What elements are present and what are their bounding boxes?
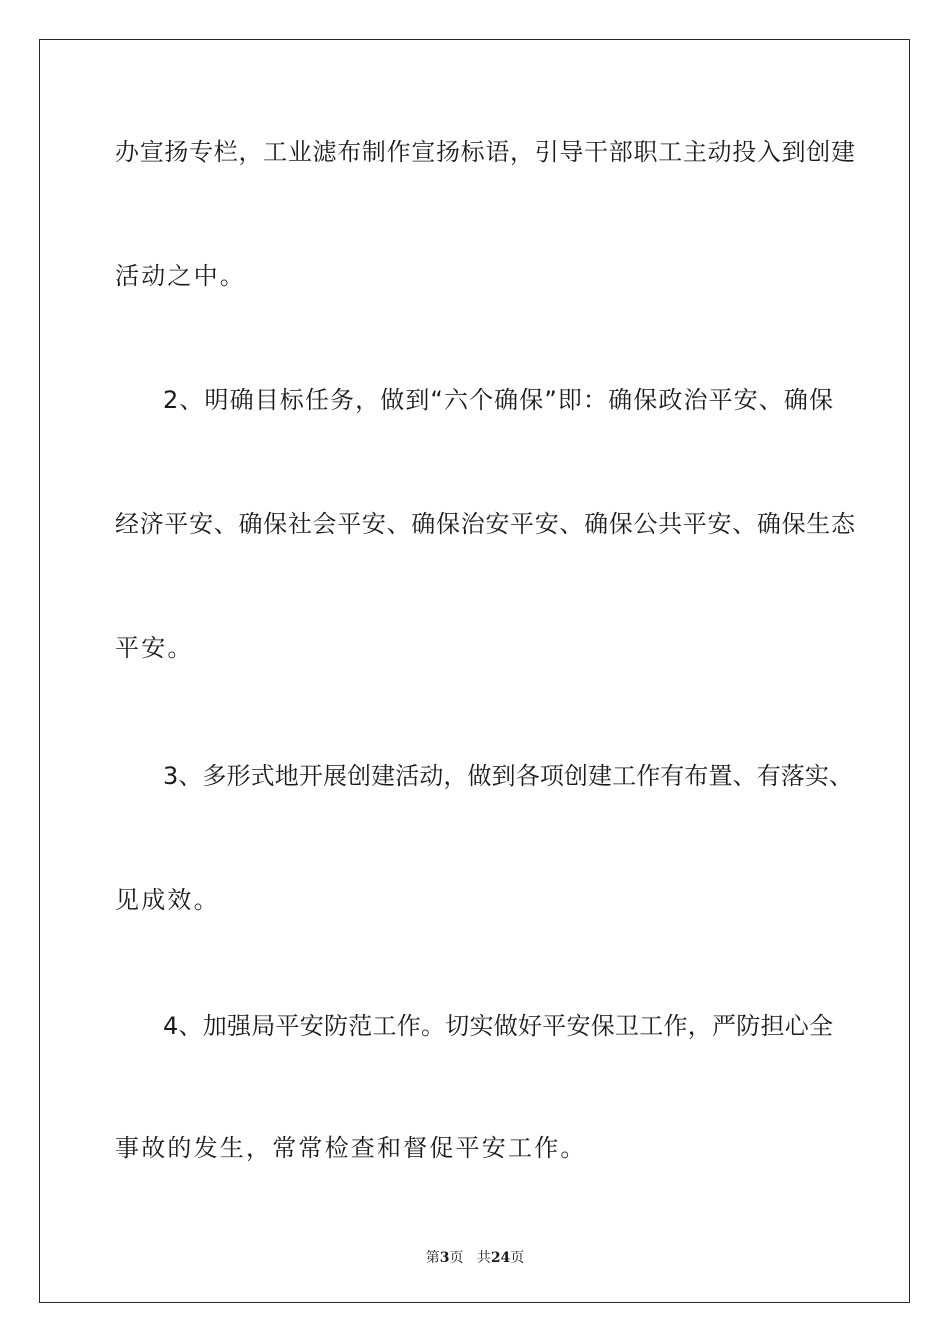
footer-total-prefix: 共 (476, 1250, 491, 1266)
page-footer (0, 1247, 950, 1267)
body-line-1: 办宣扬专栏，工业滤布制作宣扬标语，引导干部职工主动投入到创建 (115, 138, 855, 166)
body-line-4: 经济平安、确保社会平安、确保治安平安、确保公共平安、确保生态 (115, 510, 855, 538)
footer-total-pages: 24 (490, 1250, 511, 1266)
footer-page-prefix: 第 (425, 1250, 440, 1266)
footer-page-number: 3 (439, 1250, 450, 1266)
body-line-6: 3、多形式地开展创建活动，做到各项创建工作有布置、有落实、 (163, 762, 853, 790)
page-frame (39, 39, 910, 1303)
body-line-7: 见成效。 (115, 886, 220, 914)
body-line-2: 活动之中。 (115, 262, 246, 290)
body-line-9: 事故的发生，常常检查和督促平安工作。 (115, 1134, 587, 1162)
body-line-8: 4、加强局平安防范工作。切实做好平安保卫工作，严防担心全 (163, 1012, 833, 1040)
body-line-3: 2、明确目标任务，做到“六个确保”即：确保政治平安、确保 (163, 386, 833, 414)
footer-total-suffix: 页 (510, 1250, 525, 1266)
body-line-5: 平安。 (115, 634, 194, 662)
footer-page-suffix: 页 (449, 1250, 464, 1266)
